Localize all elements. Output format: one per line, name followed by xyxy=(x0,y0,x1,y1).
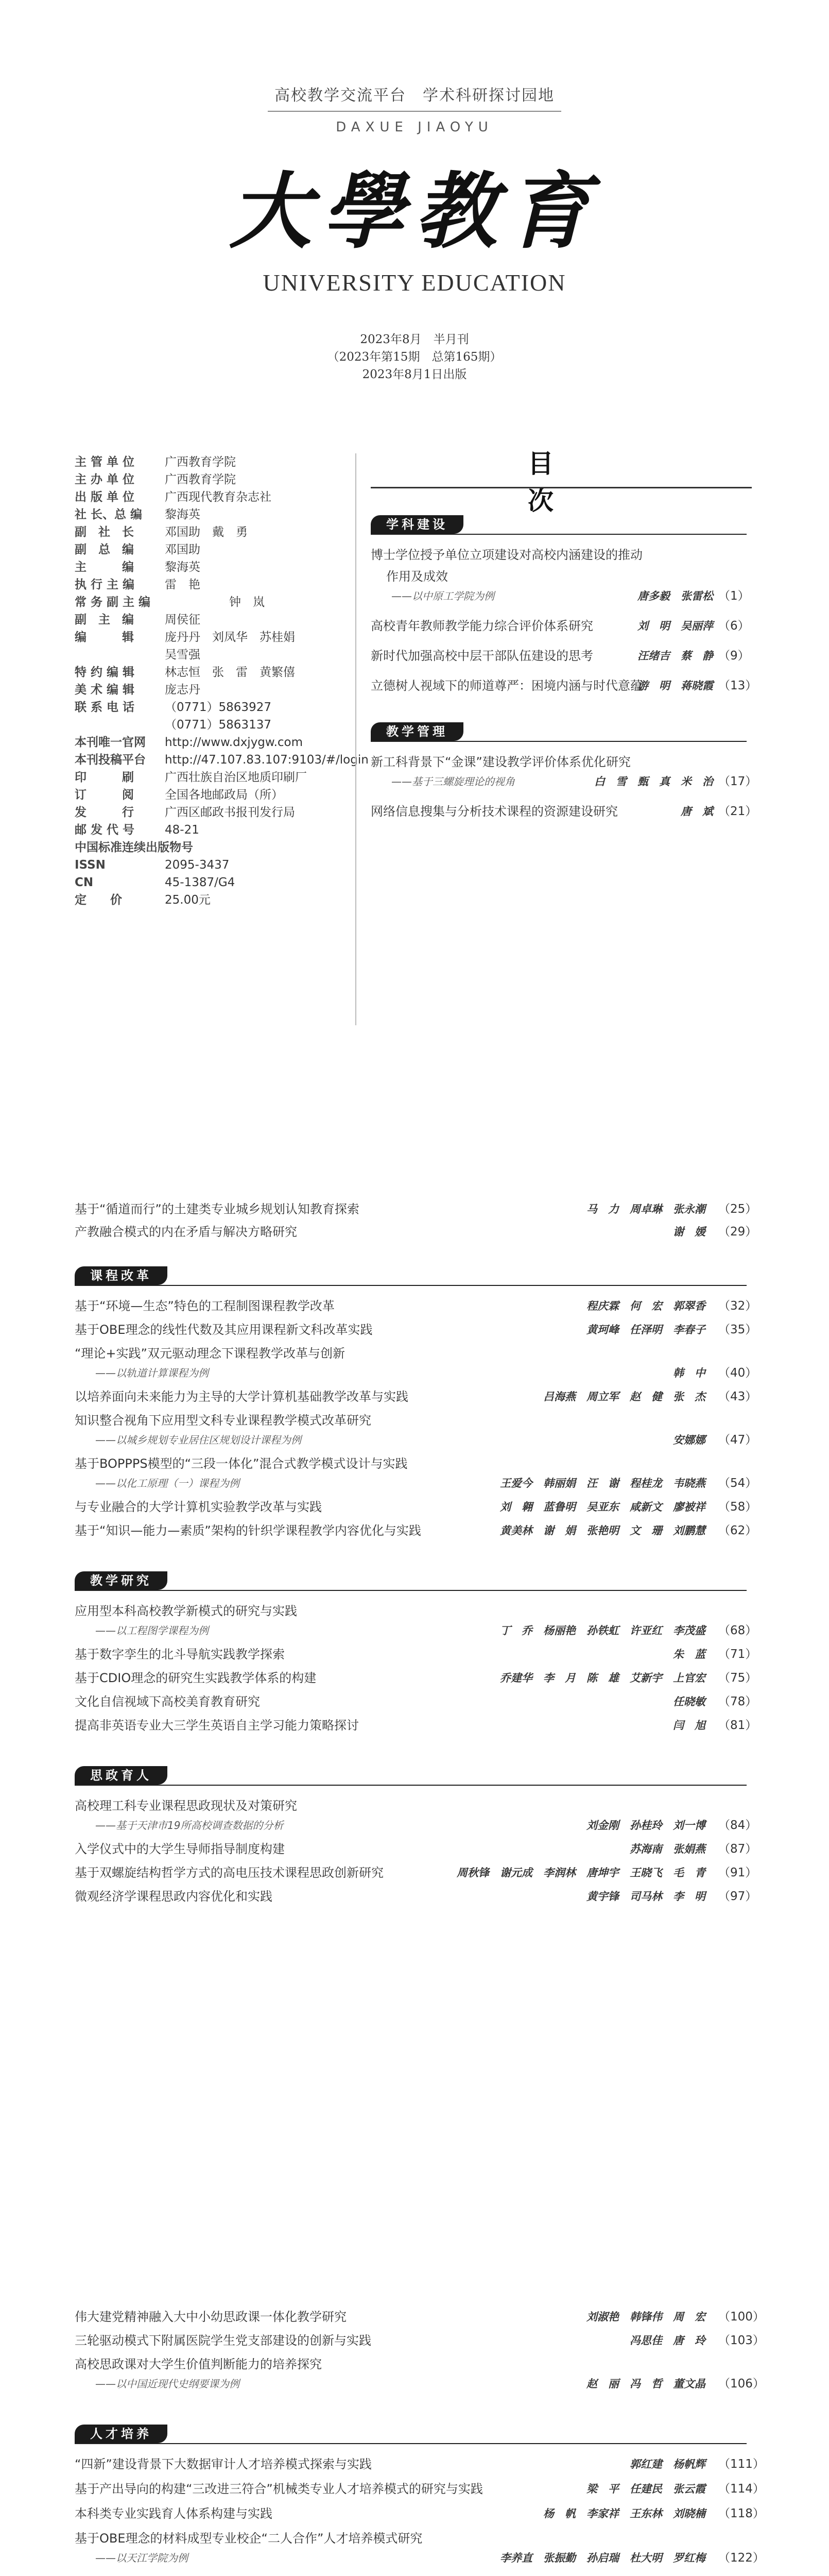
masthead-row xyxy=(75,558,312,576)
masthead-row xyxy=(75,699,312,734)
masthead-label: 主 办 单 位 xyxy=(75,473,135,486)
masthead-value: 庞丹丹 刘凤华 苏桂娟 吴雪强 xyxy=(165,631,295,662)
article-page: （111） xyxy=(718,2458,765,2471)
article-page: （17） xyxy=(718,775,757,788)
masthead-label: ISSN xyxy=(75,858,106,872)
masthead-value: 邓国助 xyxy=(165,543,200,556)
article-subtitle: ——以天江学院为例 xyxy=(95,2552,188,2564)
article-title[interactable]: 与专业融合的大学计算机实验教学改革与实践 xyxy=(75,1500,322,1514)
section-rule xyxy=(75,2443,747,2444)
article-authors: 程庆霖 何 宏 郭翠香 xyxy=(586,1300,705,1312)
masthead-value: 庞志丹 xyxy=(165,683,200,697)
article-page: （29） xyxy=(718,1225,757,1239)
article-subtitle: ——以中国近现代史纲要课为例 xyxy=(95,2378,239,2390)
article-authors: 郭红建 杨帆辉 xyxy=(630,2458,705,2470)
article-title[interactable]: 基于OBE理念的线性代数及其应用课程新文科改革实践 xyxy=(75,1323,373,1337)
article-authors: 汪绪吉 蔡 静 xyxy=(637,650,713,662)
section-rule xyxy=(75,1785,747,1786)
masthead-label: 执 行 主 编 xyxy=(75,578,135,591)
masthead-label: 定 价 xyxy=(75,893,122,907)
article-page: （97） xyxy=(718,1890,757,1903)
section-rule xyxy=(371,534,747,535)
masthead-label: 联 系 电 话 xyxy=(75,701,135,714)
article-authors: 白 雪 甄 真 米 治 xyxy=(594,775,713,788)
masthead-label: 编 辑 xyxy=(75,631,134,644)
article-page: （68） xyxy=(718,1624,757,1637)
article-authors: 黄宇锋 司马林 李 明 xyxy=(586,1890,705,1903)
masthead-label: 特 约 编 辑 xyxy=(75,666,135,679)
article-page: （62） xyxy=(718,1524,757,1537)
toc-title: 目 次 xyxy=(528,448,672,516)
article-page: （78） xyxy=(718,1695,757,1708)
article-page: （9） xyxy=(718,649,750,663)
masthead-row xyxy=(75,681,312,699)
masthead-row xyxy=(75,786,312,804)
article-title[interactable]: 以培养面向未来能力为主导的大学计算机基础教学改革与实践 xyxy=(75,1389,408,1404)
article-title[interactable]: 微观经济学课程思政内容优化和实践 xyxy=(75,1889,272,1904)
article-page: （81） xyxy=(718,1719,757,1732)
masthead-label: 社 长、总 编 xyxy=(75,508,143,521)
journal-logo-cn: 大學教育 xyxy=(229,163,600,260)
article-title[interactable]: 基于双螺旋结构哲学方式的高电压技术课程思政创新研究 xyxy=(75,1866,384,1880)
article-title[interactable]: 新时代加强高校中层干部队伍建设的思考 xyxy=(371,649,593,663)
masthead-value: 广西壮族自治区地质印刷厂 xyxy=(165,771,307,784)
masthead-row xyxy=(75,821,312,839)
article-title[interactable]: 高校思政课对大学生价值判断能力的培养探究 xyxy=(75,2357,322,2371)
article-page: （75） xyxy=(718,1671,757,1685)
article-title[interactable]: 网络信息搜集与分析技术课程的资源建设研究 xyxy=(371,804,618,819)
masthead-label: 副 社 长 xyxy=(75,526,134,539)
article-title[interactable]: 博士学位授予单位立项建设对高校内涵建设的推动 xyxy=(371,548,643,562)
masthead-value: 广西现代教育杂志社 xyxy=(165,490,271,504)
article-page: （47） xyxy=(718,1433,757,1447)
masthead-value: http://47.107.83.107:9103/#/login xyxy=(165,753,369,767)
section-label: 教学管理 xyxy=(371,722,463,741)
masthead-value: 周侯征 xyxy=(165,613,200,626)
masthead-label: 美 术 编 辑 xyxy=(75,683,135,697)
masthead-value: 2095-3437 xyxy=(165,858,230,872)
article-authors: 唐多毅 张雷松 xyxy=(637,590,713,602)
masthead-row xyxy=(75,611,312,629)
article-title[interactable]: 本科类专业实践育人体系构建与实践 xyxy=(75,2506,272,2521)
masthead-label: 常 务 副 主 编 xyxy=(75,596,151,609)
article-title[interactable]: 高校青年教师教学能力综合评价体系研究 xyxy=(371,619,593,633)
article-subtitle: ——以化工原理（一）课程为例 xyxy=(95,1477,239,1489)
article-page: （106） xyxy=(718,2377,765,2391)
masthead-row xyxy=(75,471,312,488)
masthead-value: 钟 岚 xyxy=(229,596,265,609)
article-page: （21） xyxy=(718,805,757,818)
masthead-row xyxy=(75,576,312,594)
article-authors: 赵 丽 冯 哲 董文晶 xyxy=(586,2378,705,2390)
masthead-value: 48-21 xyxy=(165,823,199,837)
article-title[interactable]: 新工科背景下“金课”建设教学评价体系优化研究 xyxy=(371,755,631,769)
masthead-row xyxy=(75,506,312,523)
masthead-label: 邮 发 代 号 xyxy=(75,823,135,837)
article-title[interactable]: “四新”建设背景下大数据审计人才培养模式探索与实践 xyxy=(75,2457,372,2471)
issue-number: （2023年第15期 总第165期） xyxy=(327,350,502,364)
masthead-row xyxy=(75,629,312,664)
masthead-value: 黎海英 xyxy=(165,561,200,574)
article-authors: 梁 平 任建民 张云霞 xyxy=(586,2483,705,2495)
article-authors: 丁 乔 杨丽艳 孙铁虹 许亚红 李茂盛 xyxy=(500,1624,705,1637)
article-title[interactable]: 文化自信视域下高校美育教育研究 xyxy=(75,1694,260,1709)
masthead-row xyxy=(75,769,312,786)
section-label: 思政育人 xyxy=(75,1766,167,1785)
article-subtitle: ——以轨道计算课程为例 xyxy=(95,1367,209,1379)
article-page: （100） xyxy=(718,2310,765,2324)
issue-info: 2023年8月 半月刊 xyxy=(360,333,469,346)
article-page: （13） xyxy=(718,679,757,692)
header-pinyin: DAXUE JIAOYU xyxy=(336,120,493,135)
article-page: （32） xyxy=(718,1299,757,1313)
masthead-value: 45-1387/G4 xyxy=(165,876,235,889)
article-authors: 朱 蓝 xyxy=(673,1648,705,1660)
article-authors: 黄珂峰 任泽明 李春子 xyxy=(586,1324,705,1336)
article-title[interactable]: 应用型本科高校教学新模式的研究与实践 xyxy=(75,1604,297,1618)
article-title[interactable]: 基于数字孪生的北斗导航实践教学探索 xyxy=(75,1647,285,1662)
masthead-value: 25.00元 xyxy=(165,893,211,907)
article-page: （1） xyxy=(718,589,750,603)
article-subtitle: ——以城乡规划专业居住区规划设计课程为例 xyxy=(95,1434,301,1446)
article-authors: 韩 中 xyxy=(673,1367,705,1379)
article-page: （40） xyxy=(718,1366,757,1380)
masthead-value: 雷 艳 xyxy=(165,578,200,591)
article-title-cont[interactable]: 作用及成效 xyxy=(386,569,448,584)
article-page: （71） xyxy=(718,1648,757,1661)
article-page: （84） xyxy=(718,1819,757,1832)
article-page: （54） xyxy=(718,1477,757,1490)
masthead-row xyxy=(75,874,312,891)
article-authors: 周秋锋 谢元成 李润林 唐坤宇 王晓飞 毛 青 xyxy=(457,1867,705,1879)
article-title[interactable]: 伟大建党精神融入大中小幼思政课一体化教学研究 xyxy=(75,2310,347,2324)
article-page: （87） xyxy=(718,1842,757,1856)
article-authors: 闫 旭 xyxy=(673,1719,705,1732)
article-title[interactable]: “理论+实践”双元驱动理念下课程教学改革与创新 xyxy=(75,1346,345,1361)
article-authors: 冯思佳 唐 玲 xyxy=(630,2334,705,2347)
masthead-label: 本刊唯一官网 xyxy=(75,736,146,749)
section-label: 课程改革 xyxy=(75,1266,167,1285)
article-authors: 任晓敏 xyxy=(673,1696,705,1708)
article-subtitle: ——以工程图学课程为例 xyxy=(95,1624,209,1637)
toc-title-rule xyxy=(371,487,752,488)
article-page: （91） xyxy=(718,1866,757,1879)
article-title[interactable]: 基于CDIO理念的研究生实践教学体系的构建 xyxy=(75,1671,317,1685)
masthead-row xyxy=(75,891,312,909)
article-authors: 刘 明 吴丽萍 xyxy=(637,620,713,632)
article-subtitle: ——基于天津市19所高校调查数据的分析 xyxy=(95,1819,284,1832)
masthead-row xyxy=(75,751,369,769)
masthead-value: （0771）5863927 （0771）5863137 xyxy=(165,701,271,732)
article-authors: 刘金刚 孙桂玲 刘一博 xyxy=(586,1819,705,1832)
masthead-label: 中国标准连续出版物号 xyxy=(75,841,193,854)
article-title[interactable]: 立德树人视域下的师道尊严：困境内涵与时代意蕴 xyxy=(371,679,643,693)
article-authors: 苏海南 张娟燕 xyxy=(630,1843,705,1855)
article-authors: 刘淑艳 韩锋伟 周 宏 xyxy=(586,2311,705,2323)
masthead-label: 主 管 单 位 xyxy=(75,455,135,469)
article-title[interactable]: 产教融合模式的内在矛盾与解决方略研究 xyxy=(75,1225,297,1239)
masthead-row xyxy=(75,804,312,821)
section-rule xyxy=(75,1590,747,1591)
masthead-label: 副 主 编 xyxy=(75,613,134,626)
masthead-value: 邓国助 戴 勇 xyxy=(165,526,248,539)
issue-date: 2023年8月1日出版 xyxy=(362,368,467,381)
article-authors: 游 明 蒋晓霞 xyxy=(637,680,713,692)
masthead-value: 广西教育学院 xyxy=(165,473,236,486)
section-label: 学科建设 xyxy=(371,515,463,534)
article-authors: 谢 媛 xyxy=(673,1226,705,1238)
article-title[interactable]: 三轮驱动模式下附属医院学生党支部建设的创新与实践 xyxy=(75,2333,371,2348)
article-title[interactable]: 基于“循道而行”的土建类专业城乡规划认知教育探索 xyxy=(75,1202,359,1216)
masthead-row xyxy=(75,856,312,874)
masthead-value: 广西教育学院 xyxy=(165,455,236,469)
masthead-value: 林志恒 张 雷 黄繁僖 xyxy=(165,666,295,679)
masthead-row xyxy=(75,488,312,506)
masthead-row xyxy=(75,541,312,558)
article-authors: 安娜娜 xyxy=(673,1434,705,1446)
masthead-value: http://www.dxjygw.com xyxy=(165,736,303,749)
masthead-row xyxy=(75,453,312,471)
article-page: （43） xyxy=(718,1390,757,1403)
masthead-label: CN xyxy=(75,876,94,889)
masthead-label: 印 刷 xyxy=(75,771,134,784)
journal-logo-en: UNIVERSITY EDUCATION xyxy=(263,269,566,296)
masthead-row xyxy=(75,734,312,751)
article-title[interactable]: 基于“知识—能力—素质”架构的针织学课程教学内容优化与实践 xyxy=(75,1523,421,1538)
masthead-value: 广西区邮政书报刊发行局 xyxy=(165,806,295,819)
masthead-value: 全国各地邮政局（所） xyxy=(165,788,283,802)
article-title[interactable]: 基于BOPPPS模型的“三段一体化”混合式教学模式设计与实践 xyxy=(75,1456,408,1471)
article-authors: 黄美林 谢 娟 张艳明 文 珊 刘鹏慧 xyxy=(500,1524,705,1537)
article-page: （122） xyxy=(718,2551,765,2565)
article-authors: 唐 斌 xyxy=(681,805,713,818)
section-rule xyxy=(75,1285,747,1286)
masthead-label: 本刊投稿平台 xyxy=(75,753,146,767)
article-page: （114） xyxy=(718,2482,765,2496)
article-authors: 刘 翱 蓝鲁明 吴亚东 咸新文 廖被祥 xyxy=(500,1501,705,1513)
section-label: 教学研究 xyxy=(75,1571,167,1590)
article-page: （58） xyxy=(718,1500,757,1514)
masthead-row xyxy=(75,594,312,611)
article-page: （103） xyxy=(718,2334,765,2347)
masthead-label: 出 版 单 位 xyxy=(75,490,135,504)
article-authors: 杨 帆 李家祥 王东林 刘晓楠 xyxy=(543,2507,705,2520)
section-rule xyxy=(371,741,747,742)
article-page: （35） xyxy=(718,1323,757,1336)
masthead-label: 发 行 xyxy=(75,806,134,819)
article-authors: 吕海燕 周立军 赵 健 张 杰 xyxy=(543,1391,705,1403)
article-subtitle: ——以中原工学院为例 xyxy=(391,590,494,602)
masthead-label: 订 阅 xyxy=(75,788,134,802)
header-divider xyxy=(268,111,561,112)
article-authors: 王爱今 韩丽娟 汪 谢 程桂龙 韦晓燕 xyxy=(500,1477,705,1489)
article-title[interactable]: 入学仪式中的大学生导师指导制度构建 xyxy=(75,1842,285,1856)
article-page: （118） xyxy=(718,2507,765,2520)
masthead-label: 副 总 编 xyxy=(75,543,134,556)
column-divider xyxy=(355,453,356,1025)
masthead-row xyxy=(75,839,312,856)
article-page: （25） xyxy=(718,1202,757,1216)
article-title[interactable]: 基于产出导向的构建“三改进三符合”机械类专业人才培养模式的研究与实践 xyxy=(75,2482,483,2496)
masthead xyxy=(75,453,369,909)
article-page: （6） xyxy=(718,619,750,633)
article-authors: 马 力 周卓琳 张永潮 xyxy=(586,1203,705,1215)
article-title[interactable]: 高校理工科专业课程思政现状及对策研究 xyxy=(75,1799,297,1813)
article-title[interactable]: 基于OBE理念的材料成型专业校企“二人合作”人才培养模式研究 xyxy=(75,2531,423,2546)
article-authors: 乔建华 李 月 陈 雄 艾新宇 上官宏 xyxy=(500,1672,705,1684)
section-label: 人才培养 xyxy=(75,2425,167,2443)
masthead-value xyxy=(229,839,312,856)
masthead-label: 主 编 xyxy=(75,561,134,574)
masthead-value: 黎海英 xyxy=(165,508,200,521)
masthead-row xyxy=(75,523,312,541)
article-title[interactable]: 知识整合视角下应用型文科专业课程教学模式改革研究 xyxy=(75,1413,371,1428)
article-title[interactable]: 基于“环境—生态”特色的工程制图课程教学改革 xyxy=(75,1299,335,1313)
article-subtitle: ——基于三螺旋理论的视角 xyxy=(391,775,515,788)
header-tagline: 高校教学交流平台 学术科研探讨园地 xyxy=(274,87,555,105)
article-title[interactable]: 提高非英语专业大三学生英语自主学习能力策略探讨 xyxy=(75,1718,359,1733)
masthead-row xyxy=(75,664,312,681)
article-authors: 李养直 张振勤 孙启瑞 杜大明 罗红梅 xyxy=(500,2552,705,2564)
